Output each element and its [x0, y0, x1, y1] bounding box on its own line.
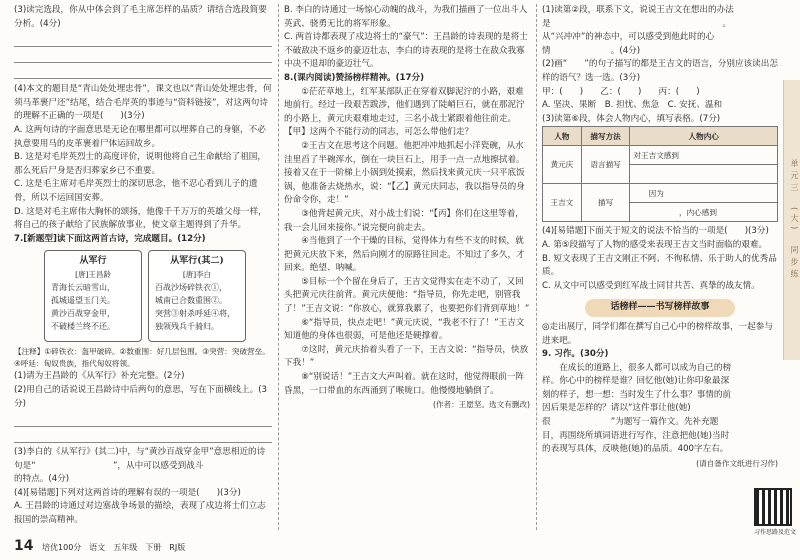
- th-heart: 人物内心: [630, 127, 778, 146]
- q8-4-option-b[interactable]: B. 短文表现了王吉文刚正不阿、不徇私情、乐于助人的优秀品质。: [542, 253, 777, 278]
- q7-3: (3)李白的《从军行》(其二)中，与“黄沙百战穿金甲”意思相近的诗句是“ ”，从中可以感受到战斗 的特点。(4分): [14, 447, 290, 485]
- passage-source: (作者：王愿坚。选文有删改): [432, 400, 530, 410]
- row2-heart-b[interactable]: ，内心感到: [630, 203, 778, 222]
- passage-para-1: ①茫茫草地上，红军某部队正在穿着双脚泥泞的小路，艰难地前行。经过一段艰苦跋涉，他们遇到了陡峭巨石，就在那泥泞的小路上，黄元庆艰难地走过，三名小战士紧跟着他往前走。【甲】这两个不能行动的同志，可怎么带他们走？: [284, 86, 525, 138]
- poem1-line3: 黄沙百战穿金甲，: [51, 309, 115, 319]
- poem2-line4: 独领残兵千骑归。: [155, 322, 219, 332]
- essay-prompt: 在成长的道路上，很多人都可以成为自己的榜样。你心中的榜样是谁？回忆他(她)让你印象最深刻的样子，想一想：当时发生了什么事？事情的前因后果是怎样的？请以“这件事让他(她)很 ”为题写一篇作文。先补充题目，再围绕所填词语进行写作，注意把他(她)当时的表现写具体，反映他(她)的品质。400字左右。: [542, 362, 732, 455]
- poem1-line4: 不破楼兰终不还。: [51, 322, 115, 332]
- q7-4-option-c[interactable]: C. 两首诗都表现了戍边将士的“豪气”：王昌龄的诗表现的是将士不破敌决不返乡的豪迈壮志，李白的诗表现的是将士在敌众我寡中决不退却的豪迈壮气。: [284, 32, 528, 70]
- poem1-line1: 青海长云暗雪山，: [51, 283, 115, 293]
- q8-title: 8.(课内阅读)赞扬榜样精神。(17分): [284, 72, 425, 83]
- answer-line[interactable]: [14, 430, 272, 443]
- q8-4-option-c[interactable]: C. 从文中可以感受到红军战士同甘共苦、真挚的战友情。: [542, 280, 760, 291]
- q7-1: (1)请为王昌龄的《从军行》补充完整。(2分): [14, 371, 185, 382]
- q9-title: 9. 习作。(30分): [542, 349, 609, 360]
- poem-note: 【注释】①碎铁衣：盔甲破碎。②数重围：好几层包围。③突营：突破营垒。④呼延：匈奴贵族，指代匈奴将领。: [14, 347, 270, 369]
- q8-1b: 从“兴冲冲”的神态中，可以感受到他此时的心情 。(4分): [542, 32, 715, 56]
- row1-person: 黄元庆: [543, 146, 582, 184]
- qr-code[interactable]: [754, 488, 792, 526]
- column-divider: [278, 4, 279, 530]
- q8-2: (2)画“ ”的句子描写的都是王吉文的语言，分别应该读出怎样的语气？选一选。(3分): [542, 59, 778, 83]
- row1-method: 语言描写: [581, 146, 630, 184]
- poem2-title: 从军行(其二): [170, 256, 224, 267]
- row2-method[interactable]: 描写: [581, 184, 630, 222]
- q7-2: (2)用自己的话说说王昌龄诗中后两句的意思，写在下面横线上。(3分): [14, 384, 268, 409]
- column-right: [542, 4, 778, 470]
- q4-option-b[interactable]: B. 这是对毛岸英烈士的高度评价，说明他将自己生命献给了祖国，那么死后尸身是否归葬家乡已不重要。: [14, 152, 266, 176]
- answer-line[interactable]: [14, 66, 272, 79]
- poem1-line2: 孤城遥望玉门关。: [51, 296, 115, 306]
- th-person: 人物: [543, 127, 582, 146]
- q8-2-blanks[interactable]: 甲：( ) 乙：( ) 丙：( ): [542, 86, 700, 97]
- row1-heart-extra[interactable]: [630, 165, 778, 184]
- row2-person: 王吉文: [543, 184, 582, 222]
- q8-1: (1)读第②段，联系下文，说说王吉文在想出的办法是 。: [542, 5, 734, 29]
- poem-box-1: [44, 250, 142, 342]
- q7-4-option-b[interactable]: B. 李白的诗通过一场惊心动魄的战斗，为我们描画了一位出斗人英武、骁勇无比的将军形象。: [284, 5, 528, 29]
- q4-text: (4)本文的题目是“青山处处埋忠骨”，课文也以“青山处处埋忠骨，何须马革裹尸还”结尾，结合毛岸英的事迹与“资料链接”，对这两句诗的理解不正确的一项是( )(3分): [14, 84, 272, 122]
- answer-line[interactable]: [14, 414, 272, 427]
- page-footer: [14, 538, 185, 554]
- answer-line[interactable]: [14, 50, 272, 63]
- poem2-author: [唐]李白: [182, 270, 212, 280]
- column-divider: [536, 4, 537, 530]
- q4-option-d[interactable]: D. 这是对毛主席伟大胸怀的颂扬，他像千千万万的英雄父母一样，将自己的孩子献给了民族解放事业，使文章主题得到了升华。: [14, 206, 267, 231]
- essay-note: (请自备作文纸进行习作): [696, 458, 778, 468]
- q7-title: 7.[新题型]读下面这两首古诗，完成题目。(12分): [14, 233, 206, 244]
- q4-option-a[interactable]: A. 这两句诗的字面意思是无论在哪里都可以埋葬自己的身躯，不必执意要用马的皮革裹着尸体运回故乡。: [14, 124, 266, 149]
- q8-2-choices: A. 坚决、果断 B. 担忧、焦急 C. 安抚、温和: [542, 100, 723, 111]
- passage-para-2: ②王吉文在思考这个问题。他把冲冲地抓起小洋瓷碗，从水洼里舀了半碗浑水，倒在一块巨石上，用手一点一点地擦拭着。接着又在于一阶梯上小锅到处摸索，然后找来黄元庆一只平底饭锅，他准备去烧热水，说：“【乙】黄元庆同志，我以指导员的身份命令你，走！”: [284, 140, 525, 206]
- column-middle: [284, 4, 530, 412]
- book-info: 培优100分 语文 五年级 下册 RJ版: [42, 543, 186, 552]
- q4-option-c[interactable]: C. 这是毛主席对毛岸英烈士的深切思念，他不忍心看到儿子的遗骨，所以不运回国安葬。: [14, 179, 258, 203]
- q7-4-option-a[interactable]: A. 王昌龄的诗通过对边塞战争场景的描绘，表现了戍边将士们立志报国的崇高精神。: [14, 501, 266, 526]
- q3-text: (3)读完选段，你从中体会到了毛主席怎样的品质？请结合选段简要分析。(4分): [14, 5, 267, 29]
- side-tab: 单元三 (大) 同步练: [783, 80, 800, 360]
- row2-heart-a[interactable]: 因为: [630, 184, 778, 203]
- q8-4: (4)[易错题]下面关于短文的说法不恰当的一项是( )(3分): [542, 226, 769, 237]
- poem2-line3: 突营③射杀呼延④将，: [155, 309, 235, 319]
- passage-para-6: ⑥“指导员，快点走吧！”黄元庆说，“我老不行了！”王吉文知道他的身体也很弱，可是他还是硬撑着。: [284, 317, 525, 342]
- section-intro: ◎走出展厅，同学们都在撰写自己心中的榜样故事，一起参与进来吧。: [542, 321, 773, 346]
- page-number: 14: [14, 538, 34, 554]
- th-method: 描写方法: [581, 127, 630, 146]
- q7-4: (4)[易错题]下列对这两首诗的理解有误的一项是( )(3分): [14, 487, 241, 498]
- poem-box-2: [148, 250, 246, 342]
- passage-para-3: ③他背起黄元庆，对小战士们说：“【丙】你们在这里等着，我一会儿回来接你。”说完便向前走去。: [284, 208, 524, 233]
- row1-heart[interactable]: 对王吉文感到: [630, 146, 778, 165]
- poem-boxes: [14, 246, 272, 346]
- column-left: [14, 4, 290, 528]
- poem2-line1: 百战沙场碎铁衣①，: [155, 283, 227, 293]
- q8-3: (3)读第⑥段，体会人物内心，填写表格。(7分): [542, 113, 721, 124]
- passage-para-4: ④当他到了一个干燥的目标，觉得体力有些不支的时候，就把黄元庆放下来，然后向刚才的原路往回走。不知过了多久，才回来。绝望、呐喊。: [284, 236, 525, 274]
- section-title: 话榜样——书写榜样故事: [585, 299, 735, 317]
- poem2-line2: 城南已合数重围②。: [155, 296, 227, 306]
- poem1-title: 从军行: [79, 256, 107, 267]
- passage-para-8: ⑧“别说话！”王吉文大声叫着。就在这时，他觉得眼前一阵昏黑，一口带血的东西涌到了喉咙口。他慢慢地躺倒了。: [284, 372, 525, 396]
- q8-4-option-a[interactable]: A. 第⑤段描写了人物的感受来表现王吉文当时面临的艰难。: [542, 239, 768, 250]
- passage-para-7: ⑦这时，黄元庆抬着头看了一下，王吉文说：“指导员，快放下我！”: [284, 344, 529, 369]
- character-table: [542, 126, 778, 222]
- answer-line[interactable]: [14, 34, 272, 47]
- passage-para-5: ⑤目标一个个留在身后了，王吉文觉得实在走不动了，又回头把黄元庆往前背。黄元庆便他：“指导员，你先走吧，别管我了！”王吉文说：“你放心，就算我累了，也要把你们背到草地！”: [284, 276, 530, 315]
- qr-label: 习作思路及范文: [753, 529, 796, 536]
- poem1-author: [唐]王昌龄: [75, 270, 111, 280]
